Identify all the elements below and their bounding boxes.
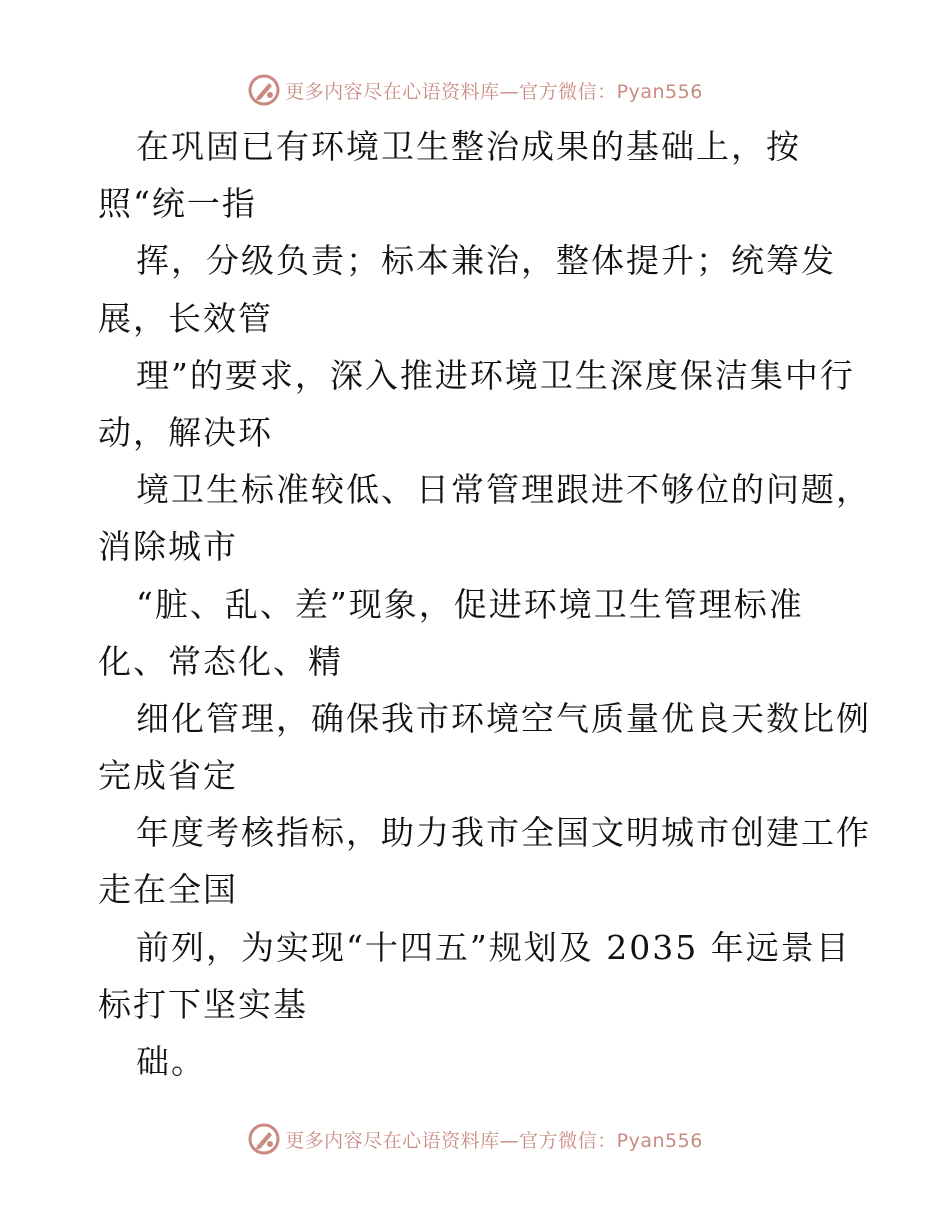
body-line: 础。: [136, 1042, 206, 1081]
body-line: 走在全国: [98, 870, 238, 910]
body-line: “脏、乱、差”现象，促进环境卫生管理标准: [136, 584, 804, 624]
body-line: 挥，分级负责；标本兼治，整体提升；统筹发: [136, 241, 836, 281]
header-banner: [0, 70, 950, 110]
body-line: 完成省定: [98, 756, 238, 796]
body-line: 展，长效管: [98, 298, 273, 338]
body-line: 化、常态化、精: [98, 641, 343, 681]
body-line: 境卫生标准较低、日常管理跟进不够位的问题，: [136, 470, 871, 510]
body-line: 照“统一指: [98, 184, 257, 224]
body-line: 在巩固已有环境卫生整治成果的基础上，按: [136, 127, 801, 166]
pen-seal-logo-icon: [247, 1122, 281, 1156]
body-line: 前列，为实现“十四五”规划及 2035 年远景目: [136, 927, 851, 967]
body-line: 动，解决环: [98, 412, 273, 452]
body-line: 理”的要求，深入推进环境卫生深度保洁集中行: [136, 355, 855, 395]
body-line: 标打下坚实基: [98, 984, 308, 1024]
document-body: [98, 118, 871, 1090]
body-line: 消除城市: [98, 527, 238, 567]
body-line: 年度考核指标，助力我市全国文明城市创建工作: [136, 813, 871, 853]
header-banner-text: 更多内容尽在心语资料库—官方微信：Pyan556: [285, 80, 703, 103]
body-line: 细化管理，确保我市环境空气质量优良天数比例: [136, 698, 871, 738]
pen-seal-logo-icon: [247, 73, 281, 107]
footer-banner-text: 更多内容尽在心语资料库—官方微信：Pyan556: [285, 1129, 703, 1152]
footer-banner: [0, 1119, 950, 1159]
